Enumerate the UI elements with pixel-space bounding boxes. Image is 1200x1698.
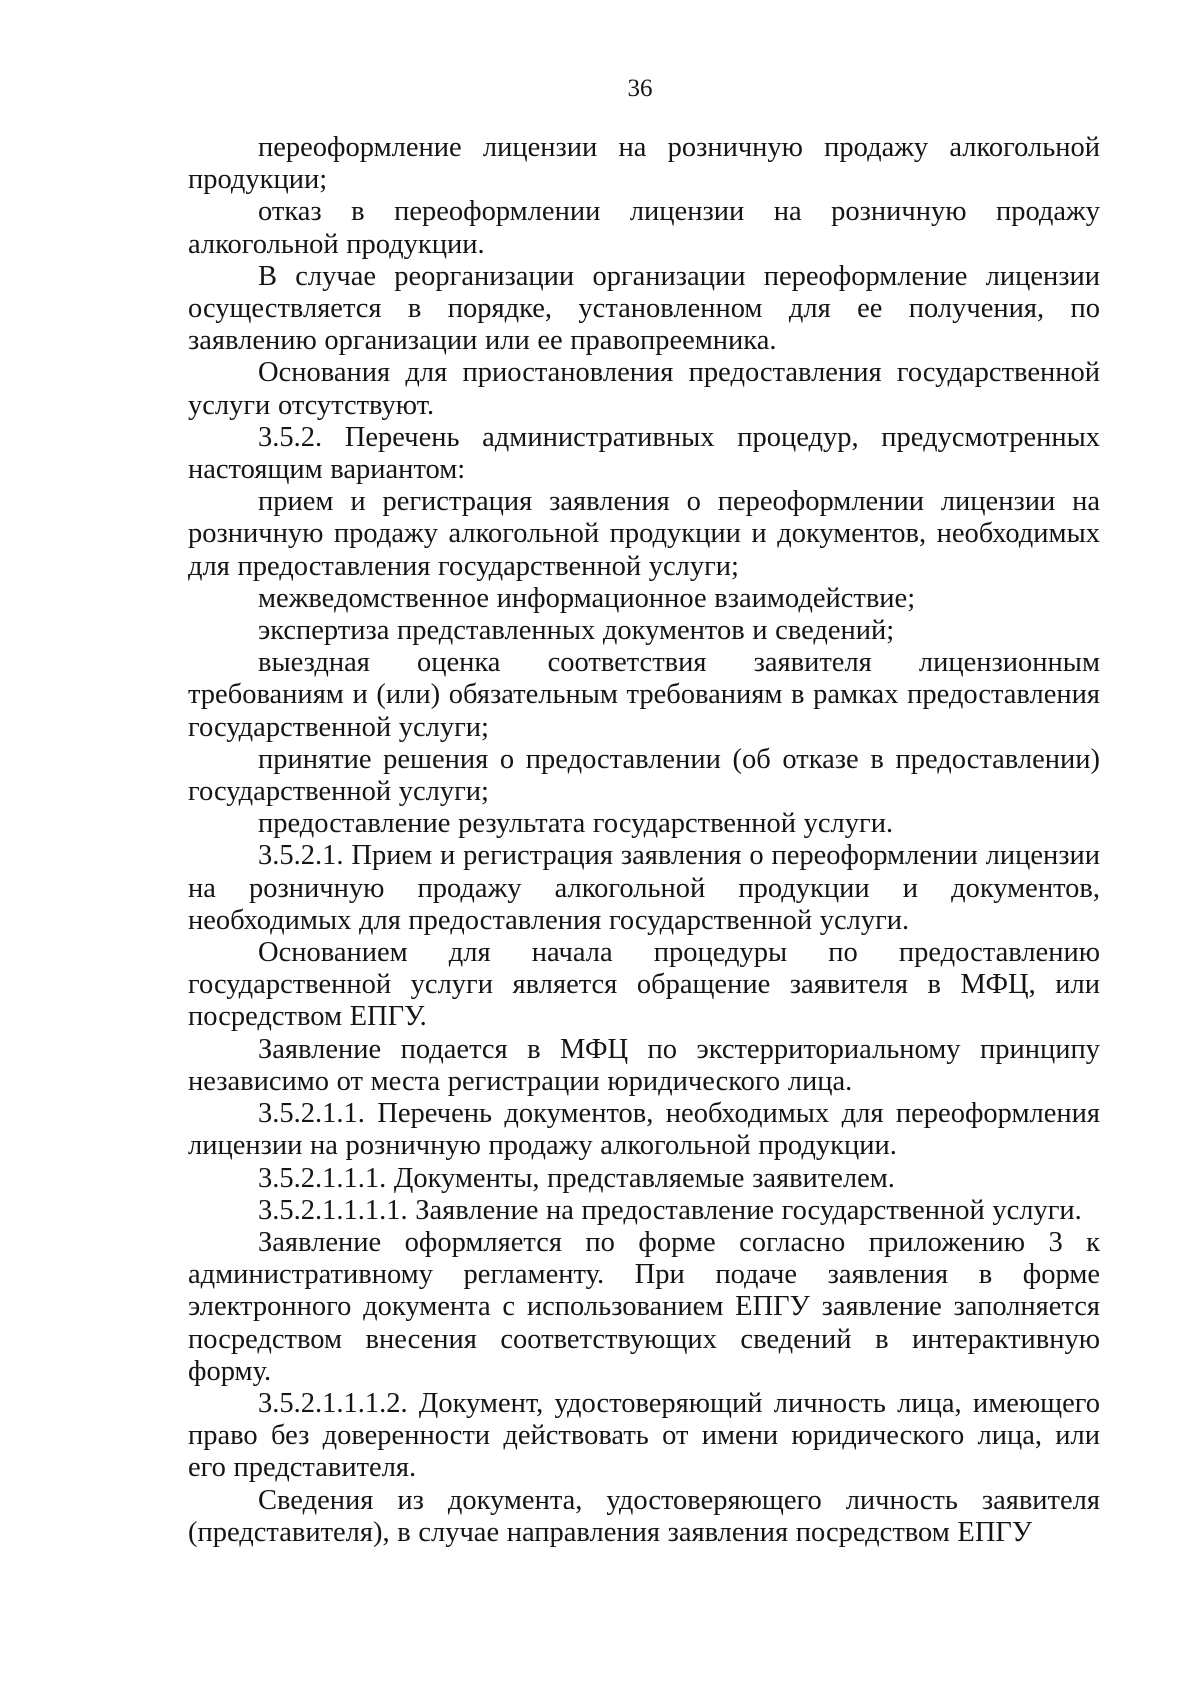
list-item: экспертиза представленных документов и сведений;: [258, 615, 895, 647]
list-item: принятие решения о предоставлении (об отказе в предоставлении) государственной услуги;: [188, 743, 1100, 808]
paragraph: Заявление подается в МФЦ по экстерриториальному принципу независимо от места регистрации юридического лица.: [188, 1033, 1100, 1097]
list-item: выездная оценка соответствия заявителя лицензионным требованиям и (или) обязательным требованиям в рамках предоставления государственной услуги;: [188, 647, 1100, 743]
section-heading: 3.5.2.1.1.1.1. Заявление на предоставление государственной услуги.: [258, 1194, 1082, 1226]
paragraph: В случае реорганизации организации переоформление лицензии осуществляется в порядке, установленном для ее получения, по заявлению организации или ее правопреемника.: [188, 260, 1100, 357]
section-heading: 3.5.2.1.1.1. Документы, представляемые заявителем.: [258, 1162, 895, 1194]
paragraph: отказ в переоформлении лицензии на розничную продажу алкогольной продукции.: [188, 196, 1100, 260]
paragraph: Основания для приостановления предоставления государственной услуги отсутствуют.: [188, 357, 1100, 421]
section-heading: 3.5.2.1.1.1.2. Документ, удостоверяющий личность лица, имеющего право без доверенности действовать от имени юридического лица, или его представителя.: [188, 1387, 1100, 1484]
page-number: 36: [627, 75, 653, 102]
list-item: прием и регистрация заявления о переоформлении лицензии на розничную продажу алкогольной продукции и документов, необходимых для предоставления государственной услуги;: [188, 486, 1100, 582]
section-heading: 3.5.2. Перечень административных процедур, предусмотренных настоящим вариантом:: [188, 421, 1100, 486]
document-body: [188, 132, 1100, 1549]
paragraph: Сведения из документа, удостоверяющего личность заявителя (представителя), в случае направления заявления посредством ЕПГУ: [188, 1484, 1100, 1548]
paragraph: Основанием для начала процедуры по предоставлению государственной услуги является обращение заявителя в МФЦ, или посредством ЕПГУ.: [188, 937, 1100, 1033]
list-item: предоставление результата государственной услуги.: [258, 808, 894, 840]
section-heading: 3.5.2.1. Прием и регистрация заявления о переоформлении лицензии на розничную продажу алкогольной продукции и документов, необходимых для предоставления государственной услуги.: [188, 840, 1100, 936]
paragraph: переоформление лицензии на розничную продажу алкогольной продукции;: [188, 132, 1100, 196]
paragraph: Заявление оформляется по форме согласно приложению 3 к административному регламенту. При подаче заявления в форме электронного документа с использованием ЕПГУ заявление заполняется посредством внесения соответствующих сведений в интерактивную форму.: [188, 1226, 1100, 1387]
section-heading: 3.5.2.1.1. Перечень документов, необходимых для переоформления лицензии на розничную продажу алкогольной продукции.: [188, 1098, 1100, 1162]
list-item: межведомственное информационное взаимодействие;: [258, 582, 916, 614]
